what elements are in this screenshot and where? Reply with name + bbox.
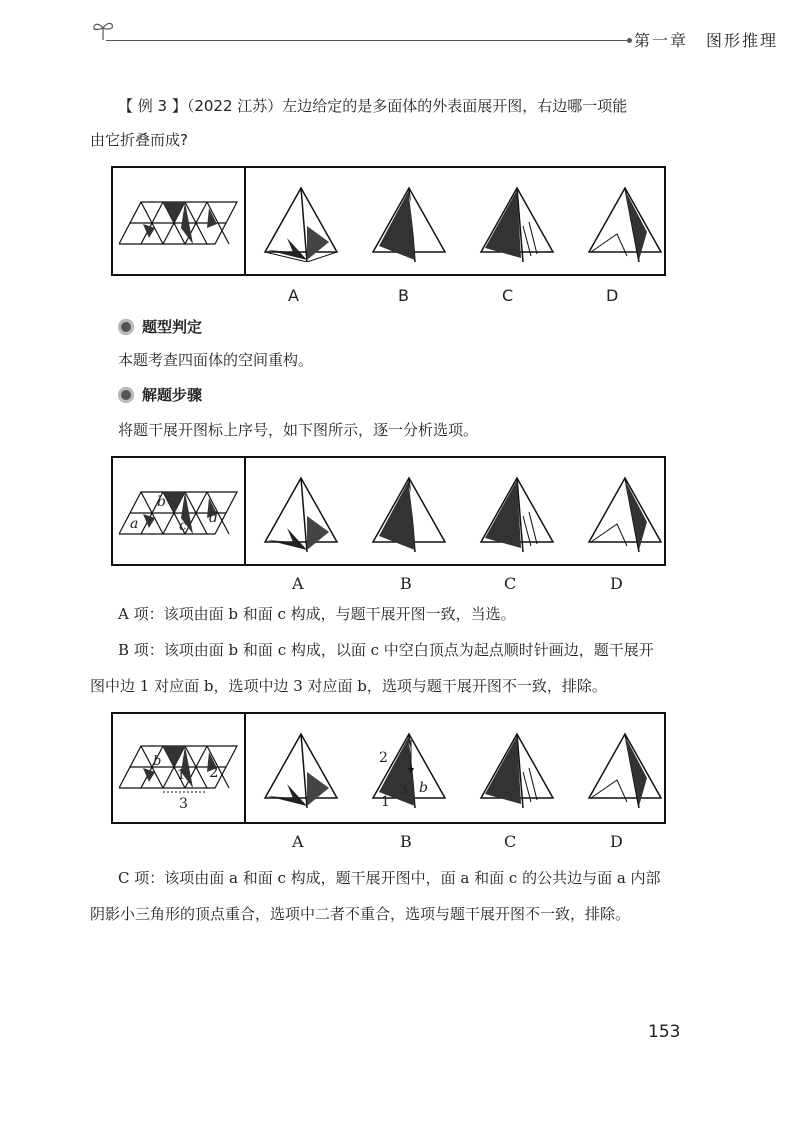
- edge-net-label-1: 1: [177, 768, 186, 783]
- option-label-b: B: [400, 574, 412, 593]
- option-b-tetrahedron: [371, 476, 447, 552]
- section-steps: [118, 384, 202, 405]
- option-label-d: D: [610, 574, 623, 593]
- section-type-title: 题型判定: [142, 318, 203, 336]
- page-number: 153: [648, 1022, 681, 1042]
- example-line-1: 【 例 3 】（2022 江苏）左边给定的是多面体的外表面展开图，右边哪一项能: [118, 97, 628, 115]
- option-c-tetrahedron: [479, 732, 555, 808]
- analysis-b-line-1: B 项：该项由面 b 和面 c 构成，以面 c 中空白顶点为起点顺时针画边，题干展开: [118, 641, 654, 659]
- figure-divider: [244, 168, 246, 274]
- option-label-b: B: [400, 832, 412, 851]
- option-label-c: C: [502, 286, 514, 305]
- section-badge-icon: [118, 319, 134, 335]
- figure-divider: [244, 714, 246, 822]
- section-type: [118, 316, 202, 337]
- net-diagram: [119, 198, 239, 248]
- page-header: [90, 18, 779, 54]
- figure-labeled: [111, 456, 666, 566]
- figure-question: [111, 166, 666, 276]
- header-rule: [106, 40, 628, 41]
- option-label-a: A: [288, 286, 299, 305]
- net-label-c: c: [179, 518, 187, 534]
- sprout-icon: [90, 18, 116, 42]
- option-c-tetrahedron: [479, 476, 555, 552]
- option-d-tetrahedron: [587, 732, 663, 808]
- edge-net-label-3: 3: [179, 796, 188, 812]
- option-b-face-label-b: b: [419, 780, 428, 796]
- option-label-b: B: [398, 286, 409, 305]
- net-label-a: a: [130, 516, 139, 532]
- section-steps-title: 解题步骤: [142, 386, 203, 404]
- options-row-1: [240, 286, 666, 306]
- option-label-d: D: [606, 286, 619, 305]
- option-a-tetrahedron: [263, 186, 339, 262]
- option-c-tetrahedron: [479, 186, 555, 262]
- analysis-b-line-2: 图中边 1 对应面 b，选项中边 3 对应面 b，选项与题干展开图不一致，排除。: [90, 677, 607, 695]
- net-label-d: d: [209, 510, 218, 526]
- edge-net-label-b: b: [153, 754, 162, 769]
- option-label-c: C: [504, 832, 517, 851]
- option-a-tetrahedron: [263, 476, 339, 552]
- edge-net-label-2: 2: [209, 763, 219, 781]
- chapter-title: 第一章 图形推理: [634, 31, 779, 50]
- analysis-a: A 项：该项由面 b 和面 c 构成，与题干展开图一致，当选。: [118, 605, 516, 623]
- option-a-tetrahedron: [263, 732, 339, 808]
- section-type-body: 本题考查四面体的空间重构。: [118, 351, 314, 369]
- option-d-tetrahedron: [587, 476, 663, 552]
- options-row-2: [240, 574, 666, 594]
- figure-divider: [244, 458, 246, 564]
- option-label-a: A: [292, 574, 304, 593]
- option-b-edge-label-1: 1: [381, 794, 390, 810]
- option-d-tetrahedron: [587, 186, 663, 262]
- option-label-d: D: [610, 832, 623, 851]
- analysis-c-line-2: 阴影小三角形的顶点重合，选项中二者不重合，选项与题干展开图不一致，排除。: [90, 905, 631, 923]
- net-label-b: b: [157, 494, 166, 510]
- option-b-tetrahedron: [371, 186, 447, 262]
- option-label-c: C: [504, 574, 517, 593]
- option-label-a: A: [292, 832, 304, 851]
- section-steps-body: 将题干展开图标上序号，如下图所示，逐一分析选项。: [118, 421, 479, 439]
- example-line-2: 由它折叠而成?: [90, 131, 188, 149]
- options-row-3: [240, 832, 666, 852]
- option-b-edge-label-3: 3: [399, 782, 408, 798]
- section-badge-icon: [118, 387, 134, 403]
- figure-edges: [111, 712, 666, 824]
- option-b-edge-label-2: 2: [379, 750, 388, 766]
- analysis-c-line-1: C 项：该项由面 a 和面 c 构成，题干展开图中，面 a 和面 c 的公共边与面 a 内部: [118, 869, 661, 887]
